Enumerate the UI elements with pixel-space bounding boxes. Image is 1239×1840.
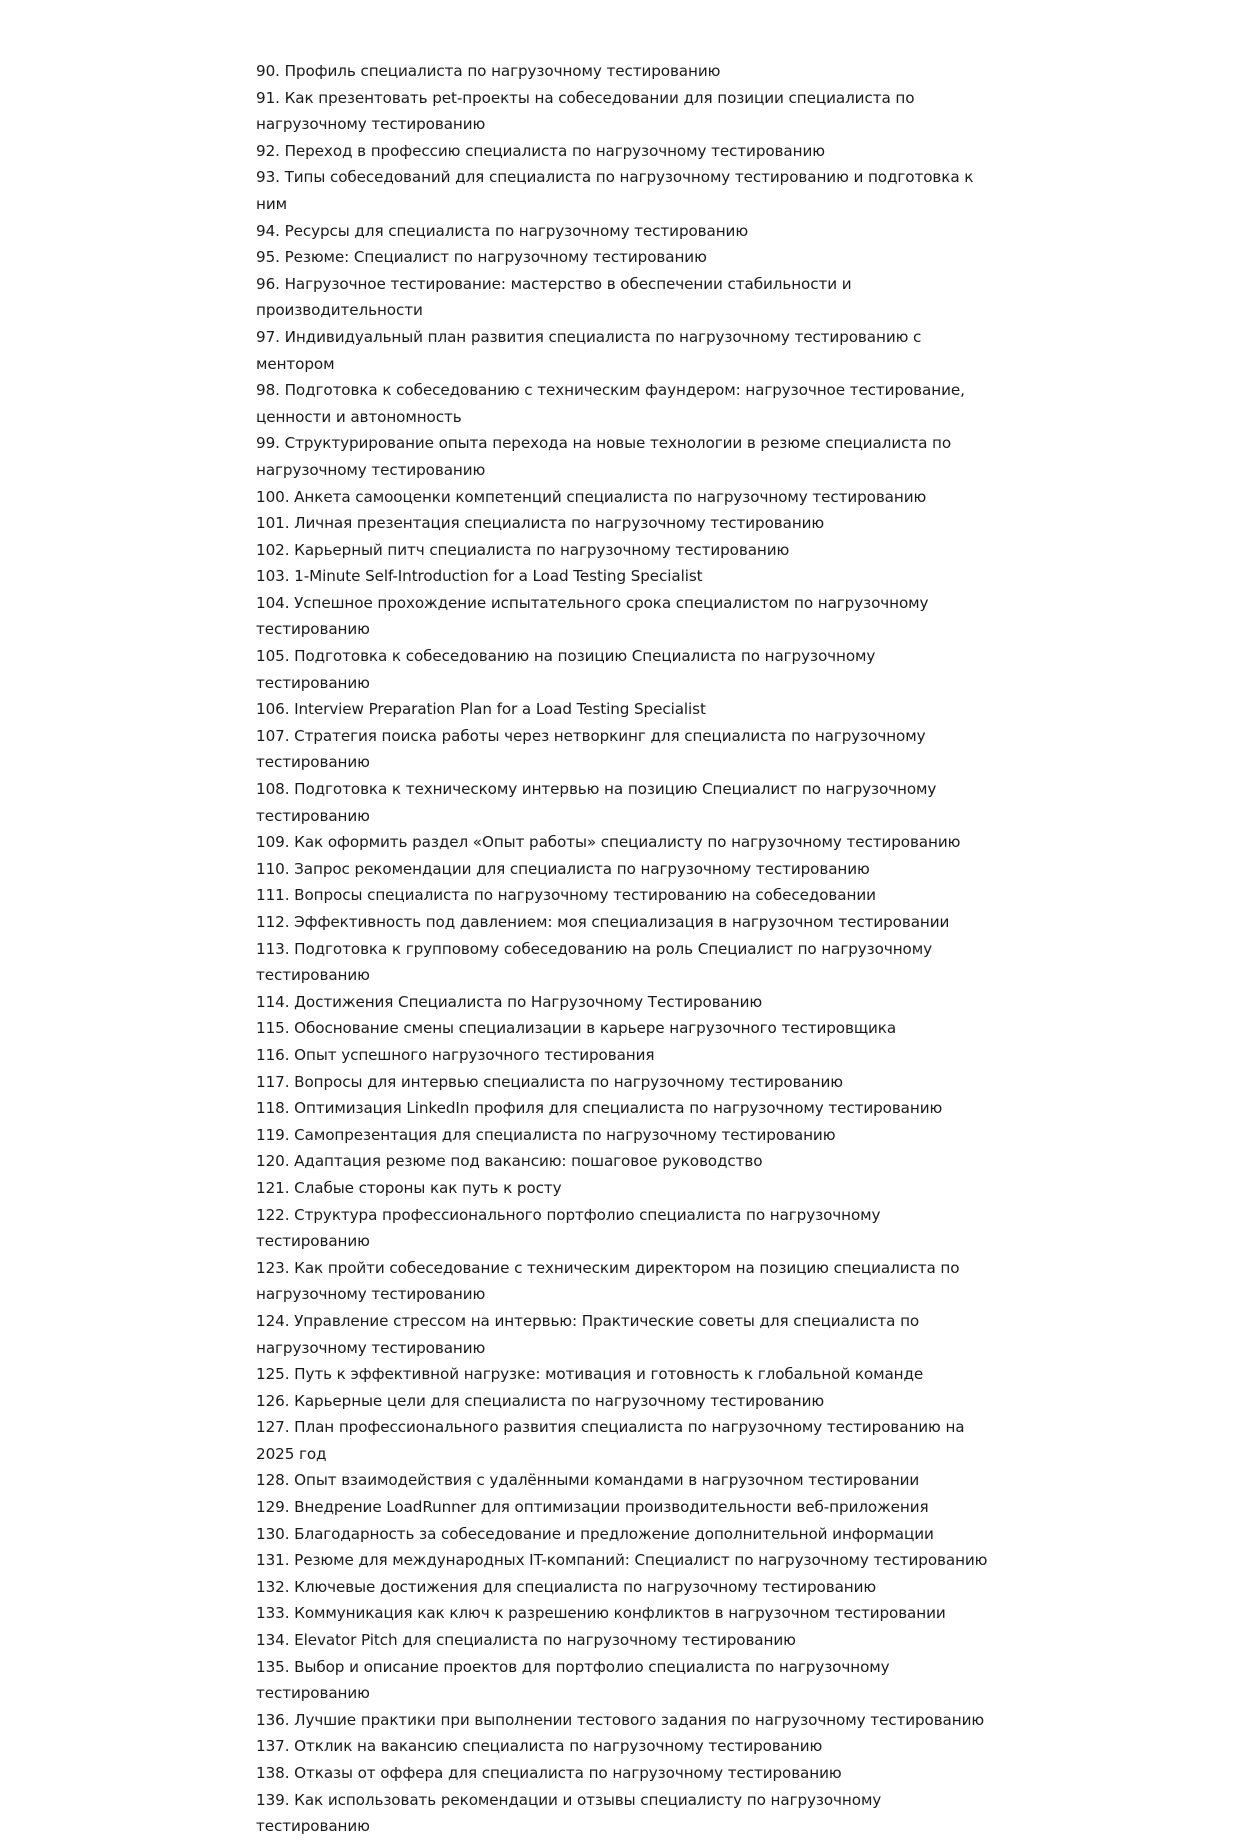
- list-item: 123. Как пройти собеседование с техническим директором на позицию специалиста по нагрузочному тестированию: [256, 1258, 960, 1304]
- list-item: 129. Внедрение LoadRunner для оптимизации производительности веб-приложения: [256, 1498, 929, 1517]
- list-item: 106. Interview Preparation Plan for a Load Testing Specialist: [256, 700, 706, 719]
- list-item: 96. Нагрузочное тестирование: мастерство в обеспечении стабильности и производительности: [256, 274, 852, 320]
- list-item: 130. Благодарность за собеседование и предложение дополнительной информации: [256, 1524, 934, 1543]
- list-item: 125. Путь к эффективной нагрузке: мотивация и готовность к глобальной команде: [256, 1365, 924, 1384]
- list-item: 108. Подготовка к техническому интервью на позицию Специалист по нагрузочному тестированию: [256, 780, 937, 825]
- list-item: 137. Отклик на вакансию специалиста по нагрузочному тестированию: [256, 1737, 823, 1756]
- list-item: 101. Личная презентация специалиста по нагрузочному тестированию: [256, 514, 825, 533]
- list-item: 139. Как использовать рекомендации и отзывы специалисту по нагрузочному тестированию: [256, 1790, 882, 1836]
- list-item: 102. Карьерный питч специалиста по нагрузочному тестированию: [256, 540, 790, 559]
- list-item: 107. Стратегия поиска работы через нетворкинг для специалиста по нагрузочному тестированию: [256, 726, 926, 772]
- list-item: 104. Успешное прохождение испытательного срока специалистом по нагрузочному тестированию: [256, 593, 929, 639]
- list-item: 136. Лучшие практики при выполнении тестового задания по нагрузочному тестированию: [256, 1710, 985, 1729]
- list-item: 91. Как презентовать pet-проекты на собеседовании для позиции специалиста по нагрузочному тестированию: [256, 88, 915, 134]
- list-item: 124. Управление стрессом на интервью: Практические советы для специалиста по нагрузочному тестированию: [256, 1311, 920, 1357]
- list-item: 111. Вопросы специалиста по нагрузочному тестированию на собеседовании: [256, 886, 876, 905]
- list-item: 121. Слабые стороны как путь к росту: [256, 1178, 562, 1197]
- list-item: 138. Отказы от оффера для специалиста по нагрузочному тестированию: [256, 1764, 842, 1782]
- list-item: 126. Карьерные цели для специалиста по нагрузочному тестированию: [256, 1391, 825, 1410]
- list-item: 131. Резюме для международных IT-компаний: Специалист по нагрузочному тестированию: [256, 1551, 988, 1570]
- list-item: 118. Оптимизация LinkedIn профиля для специалиста по нагрузочному тестированию: [256, 1099, 943, 1118]
- list-item: 105. Подготовка к собеседованию на позицию Специалиста по нагрузочному тестированию: [256, 647, 876, 692]
- list-item: 127. План профессионального развития специалиста по нагрузочному тестированию на 2025 год: [256, 1418, 965, 1463]
- list-item: 97. Индивидуальный план развития специалиста по нагрузочному тестированию с ментором: [256, 327, 922, 373]
- list-item: 113. Подготовка к групповому собеседованию на роль Специалист по нагрузочному тестированию: [256, 939, 932, 985]
- list-item: 92. Переход в профессию специалиста по нагрузочному тестированию: [256, 141, 825, 160]
- list-item: 98. Подготовка к собеседованию с техническим фаундером: нагрузочное тестирование, ценности и автономность: [256, 381, 965, 426]
- list-item: 128. Опыт взаимодействия с удалёнными командами в нагрузочном тестировании: [256, 1471, 920, 1490]
- table-of-contents-list: [256, 58, 991, 1840]
- list-item: 119. Самопрезентация для специалиста по нагрузочному тестированию: [256, 1125, 836, 1144]
- list-item: 99. Структурирование опыта перехода на новые технологии в резюме специалиста по нагрузочному тестированию: [256, 434, 952, 479]
- list-item: 120. Адаптация резюме под вакансию: пошаговое руководство: [256, 1152, 763, 1171]
- list-item: 134. Elevator Pitch для специалиста по нагрузочному тестированию: [256, 1631, 796, 1650]
- list-item: 132. Ключевые достижения для специалиста по нагрузочному тестированию: [256, 1577, 877, 1596]
- list-item: 135. Выбор и описание проектов для портфолио специалиста по нагрузочному тестированию: [256, 1657, 890, 1703]
- list-item: 112. Эффективность под давлением: моя специализация в нагрузочном тестировании: [256, 913, 950, 931]
- list-item: 122. Структура профессионального портфолио специалиста по нагрузочному тестированию: [256, 1205, 881, 1251]
- list-item: 133. Коммуникация как ключ к разрешению конфликтов в нагрузочном тестировании: [256, 1604, 946, 1623]
- list-item: 115. Обоснование смены специализации в карьере нагрузочного тестировщика: [256, 1019, 897, 1038]
- list-item: 110. Запрос рекомендации для специалиста по нагрузочному тестированию: [256, 859, 870, 878]
- list-item: 93. Типы собеседований для специалиста по нагрузочному тестированию и подготовка к ним: [256, 168, 974, 213]
- list-item: 90. Профиль специалиста по нагрузочному тестированию: [256, 62, 721, 80]
- list-item: 103. 1-Minute Self-Introduction for a Load Testing Specialist: [256, 567, 703, 586]
- list-item: 100. Анкета самооценки компетенций специалиста по нагрузочному тестированию: [256, 487, 927, 506]
- list-item: 95. Резюме: Специалист по нагрузочному тестированию: [256, 248, 707, 267]
- list-item: 117. Вопросы для интервью специалиста по нагрузочному тестированию: [256, 1072, 843, 1091]
- list-item: 94. Ресурсы для специалиста по нагрузочному тестированию: [256, 221, 749, 240]
- list-item: 109. Как оформить раздел «Опыт работы» специалисту по нагрузочному тестированию: [256, 833, 961, 852]
- list-item: 116. Опыт успешного нагрузочного тестирования: [256, 1045, 655, 1064]
- list-item: 114. Достижения Специалиста по Нагрузочному Тестированию: [256, 992, 763, 1011]
